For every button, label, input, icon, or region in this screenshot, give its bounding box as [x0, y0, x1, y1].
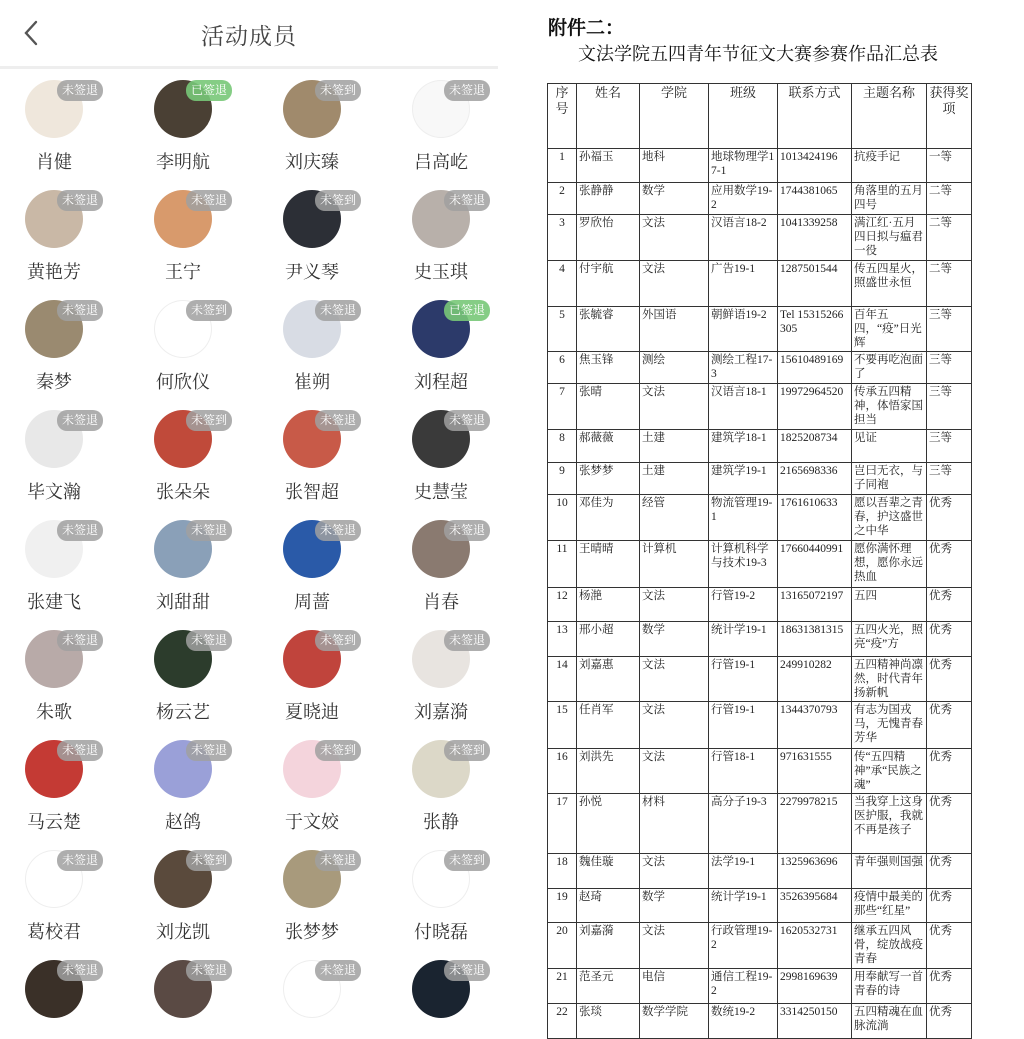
table-row: [548, 307, 972, 352]
member-item[interactable]: [129, 630, 258, 723]
status-badge: 未签退: [57, 740, 103, 761]
member-item[interactable]: [0, 300, 129, 393]
cell-topic: 满江红·五月四日拟与瘟君一役: [852, 215, 927, 261]
table-row: [548, 261, 972, 307]
cell-class: 统计学19-1: [709, 889, 778, 923]
cell-topic: 愿你满怀理想，愿你永远热血: [852, 541, 927, 588]
table-row: [548, 923, 972, 969]
cell-award: 优秀: [927, 854, 972, 889]
cell-topic: 五四: [852, 588, 927, 622]
cell-name: 孙福玉: [577, 149, 640, 183]
table-row: [548, 463, 972, 495]
cell-college: 土建: [640, 463, 709, 495]
cell-name: 刘洪先: [577, 749, 640, 794]
cell-award: 一等: [927, 149, 972, 183]
cell-award: 优秀: [927, 495, 972, 541]
member-name: 周蔷: [294, 592, 330, 613]
status-badge: 未签退: [315, 960, 361, 981]
cell-name: 魏佳璇: [577, 854, 640, 889]
member-name: 吕高屹: [414, 152, 468, 173]
cell-college: 文法: [640, 384, 709, 430]
member-name: 史慧莹: [414, 482, 468, 503]
member-item[interactable]: [129, 300, 258, 393]
cell-contact: 1325963696: [778, 854, 852, 889]
cell-class: 物流管理19-1: [709, 495, 778, 541]
cell-class: 行管19-2: [709, 588, 778, 622]
cell-college: 文法: [640, 588, 709, 622]
cell-name: 张晴: [577, 384, 640, 430]
status-badge: 未签退: [57, 410, 103, 431]
page-title: 活动成员: [201, 24, 297, 50]
cell-contact: 1013424196: [778, 149, 852, 183]
member-item[interactable]: [387, 740, 516, 833]
cell-name: 张琰: [577, 1004, 640, 1039]
cell-name: 邢小超: [577, 622, 640, 657]
cell-topic: 疫情中最美的那些“红星”: [852, 889, 927, 923]
column-header-name: 姓名: [577, 84, 640, 149]
status-badge: 未签到: [186, 850, 232, 871]
status-badge: 未签退: [186, 190, 232, 211]
cell-college: 测绘: [640, 352, 709, 384]
cell-topic: 五四精魂在血脉流淌: [852, 1004, 927, 1039]
member-item[interactable]: [387, 80, 516, 173]
cell-college: 文法: [640, 749, 709, 794]
cell-award: 优秀: [927, 657, 972, 702]
table-row: [548, 430, 972, 463]
cell-name: 刘嘉惠: [577, 657, 640, 702]
table-row: [548, 854, 972, 889]
cell-contact: 15610489169: [778, 352, 852, 384]
member-item[interactable]: [129, 520, 258, 613]
cell-topic: 传“五四精神”承“民族之魂”: [852, 749, 927, 794]
cell-award: 二等: [927, 215, 972, 261]
cell-college: 计算机: [640, 541, 709, 588]
cell-seq: 20: [548, 923, 577, 969]
cell-class: 汉语言18-2: [709, 215, 778, 261]
cell-name: 张毓睿: [577, 307, 640, 352]
cell-college: 文法: [640, 702, 709, 749]
status-badge: 未签退: [57, 630, 103, 651]
table-row: [548, 183, 972, 215]
cell-seq: 17: [548, 794, 577, 854]
status-badge: 未签退: [57, 190, 103, 211]
status-badge: 已签退: [444, 300, 490, 321]
status-badge: 未签退: [444, 190, 490, 211]
cell-topic: 传承五四精神，体悟家国担当: [852, 384, 927, 430]
table-row: [548, 889, 972, 923]
cell-contact: 1744381065: [778, 183, 852, 215]
cell-class: 行政管理19-2: [709, 923, 778, 969]
status-badge: 未签退: [57, 80, 103, 101]
cell-topic: 不要再吃泡面了: [852, 352, 927, 384]
member-name: 史玉琪: [414, 262, 468, 283]
table-row: [548, 657, 972, 702]
member-item[interactable]: [387, 960, 516, 1018]
member-name: 刘龙凯: [156, 922, 210, 943]
status-badge: 未签退: [186, 740, 232, 761]
cell-seq: 10: [548, 495, 577, 541]
member-item[interactable]: [0, 740, 129, 833]
cell-topic: 岂曰无衣，与子同袍: [852, 463, 927, 495]
member-item[interactable]: [387, 190, 516, 283]
member-item[interactable]: [258, 960, 387, 1018]
cell-topic: 百年五四，“疫”日光辉: [852, 307, 927, 352]
cell-college: 文法: [640, 854, 709, 889]
member-item[interactable]: [387, 410, 516, 503]
cell-contact: 2998169639: [778, 969, 852, 1004]
status-badge: 未签到: [444, 740, 490, 761]
cell-topic: 见证: [852, 430, 927, 463]
cell-seq: 8: [548, 430, 577, 463]
cell-topic: 角落里的五月四号: [852, 183, 927, 215]
cell-college: 地科: [640, 149, 709, 183]
member-name: 张智超: [285, 482, 339, 503]
member-name: 付晓磊: [414, 922, 468, 943]
table-row: [548, 969, 972, 1004]
cell-topic: 当我穿上这身医护服，我就不再是孩子: [852, 794, 927, 854]
cell-award: 优秀: [927, 588, 972, 622]
table-row: [548, 215, 972, 261]
table-row: [548, 149, 972, 183]
annex-label: 附件二：: [548, 17, 625, 39]
member-item[interactable]: [129, 410, 258, 503]
member-item[interactable]: [258, 190, 387, 283]
cell-award: 优秀: [927, 889, 972, 923]
status-badge: 未签到: [315, 740, 361, 761]
entries-table: [547, 83, 972, 1039]
cell-name: 任肖军: [577, 702, 640, 749]
cell-name: 郝薇薇: [577, 430, 640, 463]
cell-award: 二等: [927, 183, 972, 215]
cell-contact: 1041339258: [778, 215, 852, 261]
status-badge: 未签退: [186, 630, 232, 651]
status-badge: 未签退: [315, 410, 361, 431]
cell-contact: 1825208734: [778, 430, 852, 463]
cell-seq: 12: [548, 588, 577, 622]
cell-name: 刘嘉漪: [577, 923, 640, 969]
cell-name: 王晴晴: [577, 541, 640, 588]
member-item[interactable]: [0, 850, 129, 943]
cell-class: 行管19-1: [709, 702, 778, 749]
member-name: 王宁: [165, 262, 201, 283]
cell-contact: 1344370793: [778, 702, 852, 749]
cell-class: 计算机科学与技术19-3: [709, 541, 778, 588]
member-name: 夏晓迪: [285, 702, 339, 723]
member-item[interactable]: [129, 960, 258, 1018]
cell-seq: 16: [548, 749, 577, 794]
status-badge: 未签退: [315, 300, 361, 321]
cell-name: 杨滟: [577, 588, 640, 622]
table-row: [548, 541, 972, 588]
member-item[interactable]: [258, 630, 387, 723]
cell-college: 数学学院: [640, 1004, 709, 1039]
status-badge: 未签退: [186, 960, 232, 981]
app-header: [0, 0, 498, 69]
member-name: 张朵朵: [156, 482, 210, 503]
table-row: [548, 622, 972, 657]
cell-name: 邓佳为: [577, 495, 640, 541]
cell-college: 土建: [640, 430, 709, 463]
member-item[interactable]: [0, 960, 129, 1018]
cell-college: 数学: [640, 183, 709, 215]
cell-class: 汉语言18-1: [709, 384, 778, 430]
cell-award: 优秀: [927, 541, 972, 588]
cell-name: 张静静: [577, 183, 640, 215]
table-row: [548, 1004, 972, 1039]
cell-topic: 传五四星火，照盛世永恒: [852, 261, 927, 307]
column-header-class: 班级: [709, 84, 778, 149]
column-header-contact: 联系方式: [778, 84, 852, 149]
cell-award: 优秀: [927, 622, 972, 657]
member-name: 黄艳芳: [27, 262, 81, 283]
status-badge: 已签退: [186, 80, 232, 101]
status-badge: 未签退: [57, 850, 103, 871]
member-item[interactable]: [129, 850, 258, 943]
column-header-college: 学院: [640, 84, 709, 149]
cell-seq: 2: [548, 183, 577, 215]
member-name: 朱歌: [36, 702, 72, 723]
status-badge: 未签到: [186, 410, 232, 431]
cell-class: 地球物理学17-1: [709, 149, 778, 183]
cell-contact: Tel 15315266305: [778, 307, 852, 352]
cell-college: 材料: [640, 794, 709, 854]
status-badge: 未签退: [444, 520, 490, 541]
cell-seq: 14: [548, 657, 577, 702]
cell-class: 广告19-1: [709, 261, 778, 307]
cell-contact: 1761610633: [778, 495, 852, 541]
status-badge: 未签退: [444, 80, 490, 101]
column-header-seq: 序号: [548, 84, 577, 149]
cell-award: 优秀: [927, 923, 972, 969]
cell-award: 优秀: [927, 969, 972, 1004]
status-badge: 未签退: [57, 300, 103, 321]
status-badge: 未签退: [444, 410, 490, 431]
cell-seq: 5: [548, 307, 577, 352]
table-row: [548, 352, 972, 384]
member-item[interactable]: [258, 520, 387, 613]
cell-topic: 五四精神尚凛然，时代青年扬新帆: [852, 657, 927, 702]
cell-seq: 7: [548, 384, 577, 430]
member-name: 刘甜甜: [156, 592, 210, 613]
member-item[interactable]: [258, 300, 387, 393]
member-name: 刘嘉漪: [414, 702, 468, 723]
cell-seq: 4: [548, 261, 577, 307]
cell-class: 统计学19-1: [709, 622, 778, 657]
member-item[interactable]: [258, 850, 387, 943]
cell-class: 法学19-1: [709, 854, 778, 889]
cell-award: 三等: [927, 352, 972, 384]
member-item[interactable]: [0, 190, 129, 283]
cell-college: 数学: [640, 622, 709, 657]
member-name: 肖春: [423, 592, 459, 613]
cell-name: 孙悦: [577, 794, 640, 854]
cell-seq: 6: [548, 352, 577, 384]
cell-topic: 青年强则国强: [852, 854, 927, 889]
cell-topic: 继承五四风骨，绽放战疫青春: [852, 923, 927, 969]
cell-college: 数学: [640, 889, 709, 923]
cell-topic: 愿以吾辈之青春，护这盛世之中华: [852, 495, 927, 541]
cell-topic: 五四火光，照亮“疫”方: [852, 622, 927, 657]
member-item[interactable]: [129, 80, 258, 173]
cell-seq: 11: [548, 541, 577, 588]
document-title: 文法学院五四青年节征文大赛参赛作品汇总表: [578, 44, 938, 65]
member-item[interactable]: [129, 190, 258, 283]
cell-seq: 19: [548, 889, 577, 923]
member-name: 马云楚: [27, 812, 81, 833]
status-badge: 未签退: [444, 960, 490, 981]
member-name: 于文姣: [285, 812, 339, 833]
cell-award: 优秀: [927, 1004, 972, 1039]
member-name: 何欣仪: [156, 372, 210, 393]
cell-award: 三等: [927, 463, 972, 495]
status-badge: 未签退: [444, 630, 490, 651]
status-badge: 未签到: [315, 630, 361, 651]
cell-contact: 19972964520: [778, 384, 852, 430]
member-name: 李明航: [156, 152, 210, 173]
cell-class: 行管19-1: [709, 657, 778, 702]
member-item[interactable]: [387, 520, 516, 613]
cell-class: 测绘工程17-3: [709, 352, 778, 384]
status-badge: 未签退: [57, 960, 103, 981]
member-item[interactable]: [387, 850, 516, 943]
cell-class: 通信工程19-2: [709, 969, 778, 1004]
member-name: 肖健: [36, 152, 72, 173]
cell-award: 三等: [927, 384, 972, 430]
cell-class: 建筑学18-1: [709, 430, 778, 463]
cell-topic: 有志为国戎马，无愧青春芳华: [852, 702, 927, 749]
cell-college: 文法: [640, 215, 709, 261]
member-item[interactable]: [387, 300, 516, 393]
status-badge: 未签退: [186, 520, 232, 541]
table-row: [548, 384, 972, 430]
cell-name: 罗欣怡: [577, 215, 640, 261]
cell-college: 文法: [640, 261, 709, 307]
member-name: 刘程超: [414, 372, 468, 393]
member-name: 秦梦: [36, 372, 72, 393]
cell-seq: 18: [548, 854, 577, 889]
table-header-row: [548, 84, 972, 149]
cell-class: 建筑学19-1: [709, 463, 778, 495]
status-badge: 未签退: [315, 520, 361, 541]
cell-contact: 971631555: [778, 749, 852, 794]
cell-name: 赵琦: [577, 889, 640, 923]
cell-name: 付宇航: [577, 261, 640, 307]
cell-college: 文法: [640, 923, 709, 969]
cell-award: 优秀: [927, 794, 972, 854]
status-badge: 未签到: [186, 300, 232, 321]
member-name: 张梦梦: [285, 922, 339, 943]
cell-college: 经管: [640, 495, 709, 541]
member-name: 尹义琴: [285, 262, 339, 283]
member-item[interactable]: [258, 80, 387, 173]
cell-class: 朝鲜语19-2: [709, 307, 778, 352]
cell-contact: 2279978215: [778, 794, 852, 854]
status-badge: 未签退: [315, 850, 361, 871]
table-row: [548, 495, 972, 541]
cell-seq: 9: [548, 463, 577, 495]
member-name: 杨云艺: [156, 702, 210, 723]
member-name: 崔朔: [294, 372, 330, 393]
member-item[interactable]: [258, 740, 387, 833]
member-item[interactable]: [258, 410, 387, 503]
cell-seq: 22: [548, 1004, 577, 1039]
cell-class: 应用数学19-2: [709, 183, 778, 215]
member-name: 毕文瀚: [27, 482, 81, 503]
status-badge: 未签退: [57, 520, 103, 541]
cell-class: 行管18-1: [709, 749, 778, 794]
table-row: [548, 588, 972, 622]
member-name: 葛校君: [27, 922, 81, 943]
cell-contact: 13165072197: [778, 588, 852, 622]
cell-college: 外国语: [640, 307, 709, 352]
cell-seq: 13: [548, 622, 577, 657]
cell-contact: 17660440991: [778, 541, 852, 588]
cell-seq: 1: [548, 149, 577, 183]
cell-class: 数统19-2: [709, 1004, 778, 1039]
member-item[interactable]: [0, 80, 129, 173]
table-row: [548, 749, 972, 794]
cell-name: 焦玉锋: [577, 352, 640, 384]
cell-topic: 用奉献写一首青春的诗: [852, 969, 927, 1004]
cell-topic: 抗疫手记: [852, 149, 927, 183]
cell-seq: 21: [548, 969, 577, 1004]
cell-contact: 3526395684: [778, 889, 852, 923]
member-name: 张建飞: [27, 592, 81, 613]
cell-college: 文法: [640, 657, 709, 702]
member-name: 赵鸽: [165, 812, 201, 833]
member-item[interactable]: [129, 740, 258, 833]
cell-award: 优秀: [927, 702, 972, 749]
member-name: 张静: [423, 812, 459, 833]
cell-contact: 2165698336: [778, 463, 852, 495]
status-badge: 未签到: [444, 850, 490, 871]
cell-name: 张梦梦: [577, 463, 640, 495]
status-badge: 未签到: [315, 190, 361, 211]
cell-seq: 3: [548, 215, 577, 261]
cell-award: 三等: [927, 307, 972, 352]
cell-college: 电信: [640, 969, 709, 1004]
cell-contact: 249910282: [778, 657, 852, 702]
cell-contact: 1620532731: [778, 923, 852, 969]
cell-class: 高分子19-3: [709, 794, 778, 854]
table-row: [548, 702, 972, 749]
cell-contact: 1287501544: [778, 261, 852, 307]
cell-contact: 18631381315: [778, 622, 852, 657]
member-item[interactable]: [0, 520, 129, 613]
cell-name: 范圣元: [577, 969, 640, 1004]
cell-award: 优秀: [927, 749, 972, 794]
status-badge: 未签到: [315, 80, 361, 101]
member-item[interactable]: [0, 630, 129, 723]
cell-award: 二等: [927, 261, 972, 307]
member-item[interactable]: [387, 630, 516, 723]
column-header-award: 获得奖项: [927, 84, 972, 149]
table-row: [548, 794, 972, 854]
member-item[interactable]: [0, 410, 129, 503]
cell-contact: 3314250150: [778, 1004, 852, 1039]
member-name: 刘庆臻: [285, 152, 339, 173]
cell-award: 三等: [927, 430, 972, 463]
column-header-topic: 主题名称: [852, 84, 927, 149]
cell-seq: 15: [548, 702, 577, 749]
